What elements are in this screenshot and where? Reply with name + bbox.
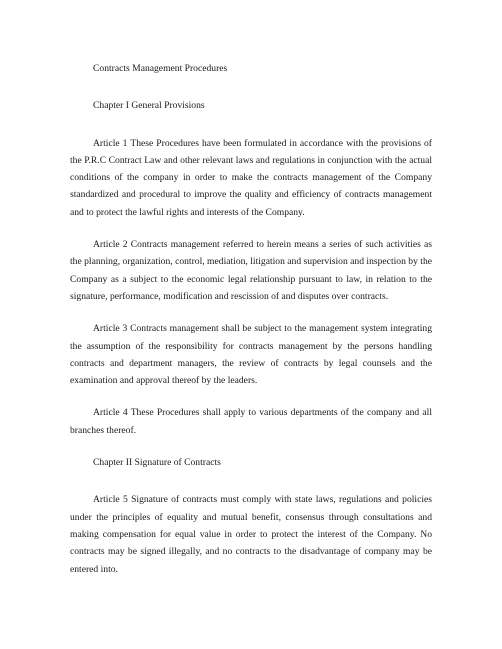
article-3: Article 3 Contracts management shall be subject to the management system integrating the assumption of the responsibility for contracts management by the persons handling contracts and department managers, the review of contracts by legal counsels and the examination and approval thereof by the leaders. [70, 323, 432, 387]
document-title: Contracts Management Procedures [93, 63, 228, 74]
chapter-heading-2: Chapter II Signature of Contracts [93, 457, 221, 469]
article-1: Article 1 These Procedures have been formulated in accordance with the provisions of the P.R.C Contract Law and other relevant laws and regulations in conjunction with the actual conditions of the company in order to make the contracts management of the Company standardized and procedural to improve the quality and efficiency of contracts management and to protect the lawful rights and interests of the Company. [70, 137, 432, 218]
article-5: Article 5 Signature of contracts must comply with state laws, regulations and policies under the principles of equality and mutual benefit, consensus through consultations and making compensation for equal value in order to protect the interest of the Company. No contracts may be signed illegally, and no contracts to the disadvantage of company may be entered into. [70, 494, 432, 575]
chapter-heading-1: Chapter I General Provisions [93, 100, 205, 112]
article-4: Article 4 These Procedures shall apply to various departments of the company and all branches thereof. [70, 407, 432, 436]
article-2: Article 2 Contracts management referred to herein means a series of such activities as the planning, organization, control, mediation, litigation and supervision and inspection by the Company as a subject to the economic legal relationship pursuant to law, in relation to the signature, performance, modification and rescission of and disputes over contracts. [70, 239, 432, 302]
document-body [70, 60, 432, 593]
